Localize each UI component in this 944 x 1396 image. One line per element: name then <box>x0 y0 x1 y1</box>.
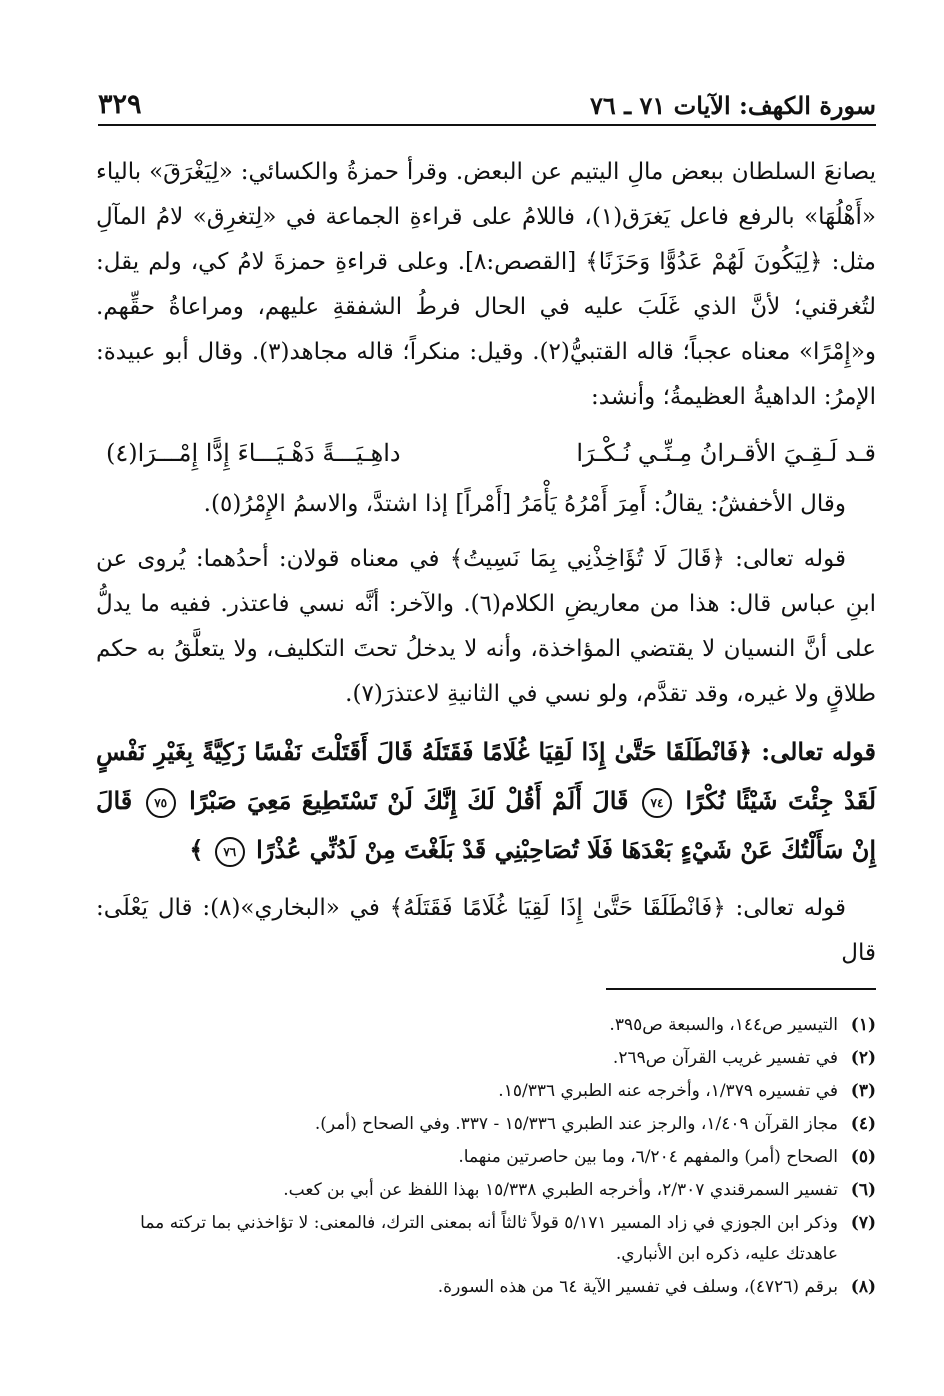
footnote-text: وذكر ابن الجوزي في زاد المسير ٥/١٧١ قولاً ثالثاً أنه بمعنى الترك، فالمعنى: لا تؤاخذني بما تركته مما عاهدتك عليه، ذكره ابن الأنباري. <box>140 1213 838 1264</box>
footnote-number: (٨) <box>850 1277 876 1297</box>
footnote-text: برقم (٤٧٢٦)، وسلف في تفسير الآية ٦٤ من هذه السورة. <box>437 1277 838 1297</box>
footnote <box>96 1109 876 1140</box>
ayah-number-marker: ٧٦ <box>215 837 245 867</box>
footnote-number: (٦) <box>850 1180 876 1200</box>
footnote <box>96 1142 876 1173</box>
paragraph: قوله تعالى: ﴿فَانْطَلَقَا حَتَّىٰ إِذَا لَقِيَا غُلَامًا فَقَتَلَهُ﴾ في «البخاري»(٨): قال يَعْلَى: قال <box>96 895 876 966</box>
page-number: ٣٢٩ <box>98 89 142 120</box>
footnote-text: في تفسير غريب القرآن ص٢٦٩. <box>612 1048 838 1068</box>
footnote-number: (٢) <box>850 1048 876 1068</box>
footnote-number: (١) <box>850 1015 876 1035</box>
footnote-number: (٤) <box>850 1114 876 1134</box>
poem-hemistich-right: قـد لَـقِـيَ الأقـرانُ مِـنِّـي نُـكْـرَا <box>576 439 876 467</box>
footnote <box>96 1272 876 1303</box>
quran-verse-block <box>96 727 876 874</box>
ayah-number-marker: ٧٤ <box>642 788 672 818</box>
footnote-text: الصحاح (أمر) والمفهم ٦/٢٠٤، وما بين حاصرتين منهما. <box>458 1147 838 1167</box>
quran-close-bracket: ﴾ <box>189 835 204 864</box>
footnote-text: التيسير ص١٤٤، والسبعة ص٣٩٥. <box>609 1015 838 1035</box>
footnote-text: تفسير السمرقندي ٢/٣٠٧، وأخرجه الطبري ١٥/٣٣٨ بهذا اللفظ عن أبي بن كعب. <box>283 1180 838 1200</box>
footnote-divider <box>606 988 876 990</box>
poem-verse <box>96 430 876 476</box>
paragraph: يصانعَ السلطان ببعض مالِ اليتيم عن البعض. وقرأ حمزةُ والكسائي: «لِيَغْرَقَ» بالياء «أَهْلُهَا» بالرفع فاعل يَغرَق(١)، فاللامُ على قراءةِ الجماعة في «لِتغرِق» لامُ المآلِ مثل: ﴿لِيَكُونَ لَهُمْ عَدُوًّا وَحَزَنًا﴾ [القصص:٨]. وعلى قراءةِ حمزةَ لامُ كي، ولم يقل: لتُغرقني؛ لأنَّ الذي غَلَبَ عليه في الحال فرطُ الشفقةِ عليهم، ومراعاةُ حقِّهم. و«إِمْرًا» معناه عجباً؛ قاله القتبيُّ(٢). وقيل: منكراً؛ قاله مجاهد(٣). وقال أبو عبيدة: الإمرُ: الداهيةُ العظيمةُ؛ وأنشد: <box>96 159 876 410</box>
quran-lead: قوله تعالى: <box>761 737 877 766</box>
footnote-number: (٧) <box>850 1213 876 1233</box>
ayah-number-marker: ٧٥ <box>146 788 176 818</box>
footnote <box>96 1208 876 1270</box>
quran-text: قَالَ إِنْ سَأَلْتُكَ عَنْ شَيْءٍ بَعْدَهَا فَلَا تُصَاحِبْنِي قَدْ بَلَغْتَ مِنْ لَدُنِّي عُذْرًا <box>96 786 876 864</box>
poem-hemistich-left: داهِـيَـــةً دَهْـيَـــاءَ إِدًّا إِمْـــرَا(٤) <box>106 439 401 467</box>
running-head: سورة الكهف: الآيات ٧١ ـ ٧٦ <box>590 91 876 120</box>
footnotes <box>96 1010 876 1305</box>
footnote-number: (٣) <box>850 1081 876 1101</box>
quran-text: ﴿فَانْطَلَقَا حَتَّىٰ إِذَا لَقِيَا غُلَامًا فَقَتَلَهُ قَالَ أَقَتَلْتَ نَفْسًا زَكِيَّةً بِغَيْرِ نَفْسٍ لَقَدْ جِئْتَ شَيْئًا نُكْرًا <box>96 737 877 815</box>
page-header <box>98 84 876 126</box>
footnote <box>96 1010 876 1041</box>
main-text <box>96 150 876 986</box>
footnote <box>96 1175 876 1206</box>
footnote <box>96 1076 876 1107</box>
paragraph: وقال الأخفشُ: يقالُ: أَمِرَ أَمْرُهُ يَأْمَرُ [أَمْراً] إذا اشتدَّ، والاسمُ الإِمْرُ(٥). <box>203 491 846 517</box>
footnote <box>96 1043 876 1074</box>
footnote-number: (٥) <box>850 1147 876 1167</box>
quran-text: قَالَ أَلَمْ أَقُلْ لَكَ إِنَّكَ لَنْ تَسْتَطِيعَ مَعِيَ صَبْرًا <box>189 786 629 815</box>
footnote-text: في تفسيره ١/٣٧٩، وأخرجه عنه الطبري ١٥/٣٣٦. <box>498 1081 838 1101</box>
footnote-text: مجاز القرآن ١/٤٠٩، والرجز عند الطبري ١٥/٣٣٦ - ٣٣٧. وفي الصحاح (أمر). <box>314 1114 838 1134</box>
paragraph: قوله تعالى: ﴿قَالَ لَا تُؤَاخِذْنِي بِمَا نَسِيتُ﴾ في معناه قولان: أحدُهما: يُروى عن ابنِ عباس قال: هذا من معاريضِ الكلام(٦). والآخر: أنَّه نسي فاعتذر. ففيه ما يدلُّ على أنَّ النسيان لا يقتضي المؤاخذة، وأنه لا يدخلُ تحتَ التكليف، ولا يتعلَّقُ به حكم طلاقٍ ولا غيره، وقد تقدَّم، ولو نسي في الثانيةِ لاعتذرَ(٧). <box>96 546 876 707</box>
